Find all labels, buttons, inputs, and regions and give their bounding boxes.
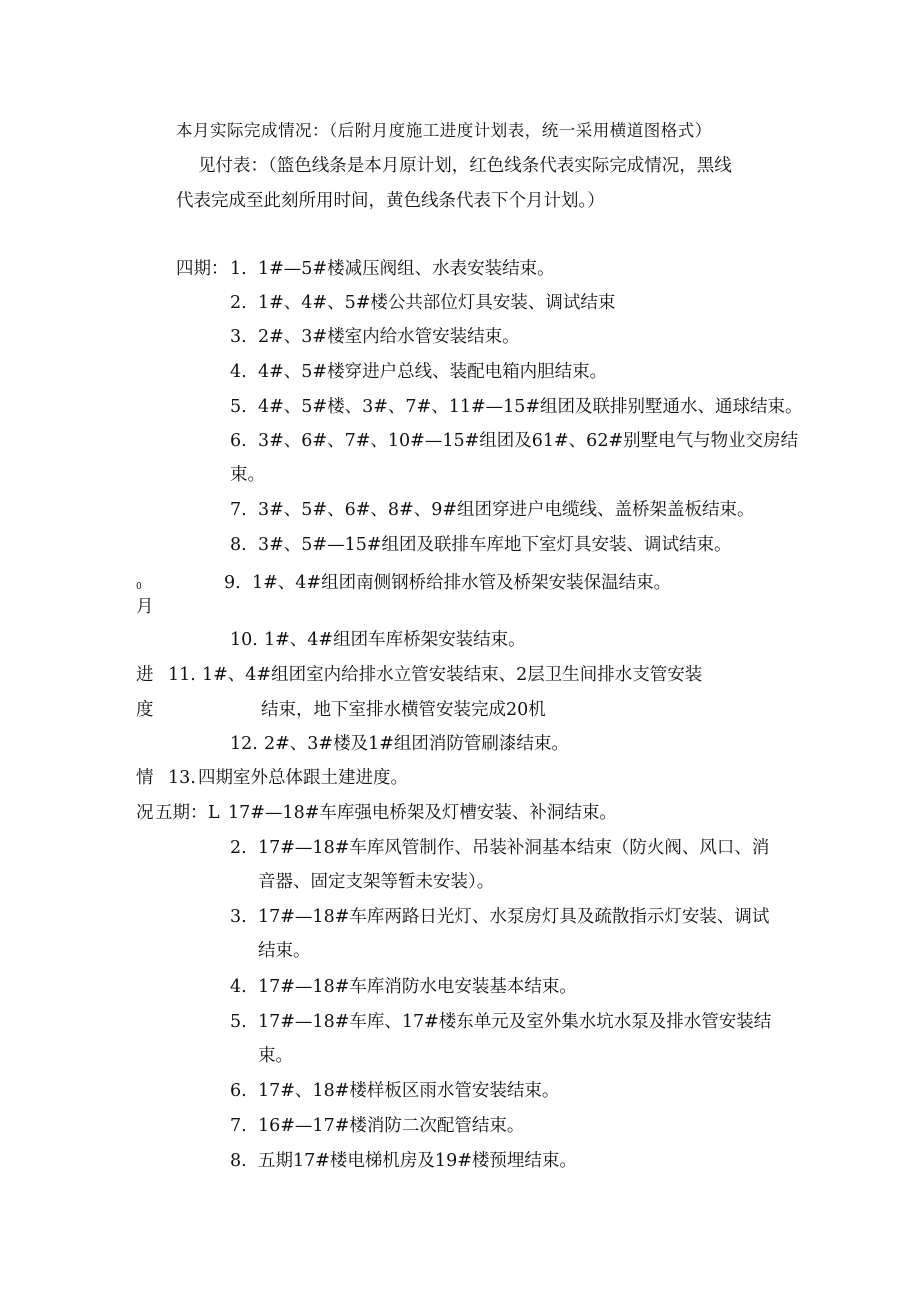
note-line-1: 见付表：（篮色线条是本月原计划，红色线条代表实际完成情况，黑线 bbox=[198, 156, 732, 176]
item-text: 四期室外总体跟土建进度。 bbox=[198, 768, 408, 788]
item-number: 13. bbox=[168, 768, 196, 788]
item-number: 11. bbox=[168, 665, 196, 685]
phase5-item-4 bbox=[230, 976, 577, 998]
item-number: 5. bbox=[230, 1012, 247, 1032]
item-text: 17#、18#楼样板区雨水管安装结束。 bbox=[258, 1081, 560, 1101]
item-text: 17#—18#车库强电桥架及灯槽安装、补洞结束。 bbox=[228, 803, 617, 823]
phase4-item-11 bbox=[168, 664, 702, 686]
item-number: 8. bbox=[230, 1151, 247, 1171]
phase4-item-1 bbox=[230, 258, 555, 280]
side-label-yue: 月 bbox=[136, 597, 154, 617]
item-number: 1. bbox=[230, 259, 247, 279]
phase5-item-5-continuation: 束。 bbox=[258, 1046, 293, 1066]
side-label-jin: 进 bbox=[136, 665, 154, 685]
phase4-item-12 bbox=[230, 733, 569, 755]
phase4-item-6-continuation: 束。 bbox=[230, 465, 265, 485]
item-text: 17#—18#车库、17#楼东单元及室外集水坑水泵及排水管安装结 bbox=[258, 1012, 772, 1032]
item-number: 3. bbox=[230, 907, 247, 927]
phase5-label: 五期： bbox=[155, 803, 208, 823]
side-label-du: 度 bbox=[136, 700, 154, 720]
item-text: 2#、3#楼室内给水管安装结束。 bbox=[258, 327, 520, 347]
phase4-item-6 bbox=[230, 430, 798, 452]
phase4-item-11-continuation: 结束，地下室排水横管安装完成20机 bbox=[261, 700, 546, 720]
item-text: 17#—18#车库两路日光灯、水泵房灯具及疏散指示灯安装、调试 bbox=[258, 907, 770, 927]
item-number: 6. bbox=[230, 1081, 247, 1101]
phase5-item-7 bbox=[230, 1115, 524, 1137]
item-text: 17#—18#车库消防水电安装基本结束。 bbox=[258, 977, 577, 997]
phase5-item-8 bbox=[230, 1150, 577, 1172]
item-number: 4. bbox=[230, 362, 247, 382]
phase5-item-3 bbox=[230, 906, 769, 928]
item-text: 4#、5#楼、3#、7#、11#—15#组团及联排别墅通水、通球结束。 bbox=[258, 397, 803, 417]
item-number: 9. bbox=[224, 573, 241, 593]
item-text: 3#、5#—15#组团及联排车库地下室灯具安装、调试结束。 bbox=[258, 535, 732, 555]
phase4-item-7 bbox=[230, 499, 754, 521]
side-label-qing: 情 bbox=[136, 768, 154, 788]
phase4-item-13 bbox=[168, 767, 408, 789]
item-text: 1#—5#楼减压阀组、水表安装结束。 bbox=[258, 259, 555, 279]
report-title-line: 本月实际完成情况：（后附月度施工进度计划表，统一采用横道图格式） bbox=[176, 121, 712, 140]
phase4-item-4 bbox=[230, 361, 607, 383]
item-text: 1#、4#组团车库桥架安装结束。 bbox=[264, 630, 526, 650]
phase5-item-5 bbox=[230, 1011, 771, 1033]
item-text: 3#、5#、6#、8#、9#组团穿进户电缆线、盖桥架盖板结束。 bbox=[258, 500, 755, 520]
item-text: 17#—18#车库风管制作、吊装补洞基本结束（防火阀、风口、消 bbox=[258, 838, 770, 858]
item-text: 16#—17#楼消防二次配管结束。 bbox=[258, 1116, 525, 1136]
item-number: L bbox=[208, 803, 220, 823]
item-number: 2. bbox=[230, 293, 247, 313]
phase4-item-8 bbox=[230, 534, 732, 556]
item-number: 7. bbox=[230, 1116, 247, 1136]
phase4-item-10 bbox=[230, 629, 526, 651]
item-text: 五期17#楼电梯机房及19#楼预埋结束。 bbox=[258, 1151, 577, 1171]
item-number: 5. bbox=[230, 397, 247, 417]
side-small-mark: 0 bbox=[136, 582, 142, 592]
side-label-kuang: 况 bbox=[136, 803, 154, 823]
note-line-2: 代表完成至此刻所用时间，黄色线条代表下个月计划。） bbox=[176, 191, 605, 211]
phase4-item-2 bbox=[230, 292, 615, 314]
item-number: 6. bbox=[230, 431, 247, 451]
item-number: 4. bbox=[230, 977, 247, 997]
phase5-item-6 bbox=[230, 1080, 559, 1102]
item-number: 10. bbox=[230, 630, 258, 650]
phase5-item-3-continuation: 结束。 bbox=[258, 941, 311, 961]
item-text: 1#、4#组团南侧钢桥给排水管及桥架安装保温结束。 bbox=[252, 573, 672, 593]
phase4-item-5 bbox=[230, 396, 803, 418]
item-text: 1#、4#组团室内给排水立管安装结束、2层卫生间排水支管安装 bbox=[202, 665, 703, 685]
item-text: 1#、4#、5#楼公共部位灯具安装、调试结束 bbox=[258, 293, 616, 313]
item-text: 2#、3#楼及1#组团消防管刷漆结束。 bbox=[264, 734, 569, 754]
phase5-item-2 bbox=[230, 837, 769, 859]
phase4-item-3 bbox=[230, 326, 520, 348]
item-number: 7. bbox=[230, 500, 247, 520]
item-number: 3. bbox=[230, 327, 247, 347]
phase5-item-2-continuation: 音器、固定支架等暂未安装）。 bbox=[258, 872, 495, 892]
item-number: 8. bbox=[230, 535, 247, 555]
phase4-label: 四期： bbox=[176, 259, 229, 279]
item-number: 2. bbox=[230, 838, 247, 858]
item-text: 4#、5#楼穿进户总线、装配电箱内胆结束。 bbox=[258, 362, 608, 382]
item-text: 3#、6#、7#、10#—15#组团及61#、62#别墅电气与物业交房结 bbox=[258, 431, 799, 451]
phase5-item-1 bbox=[208, 802, 617, 824]
item-number: 12. bbox=[230, 734, 258, 754]
phase4-item-9 bbox=[224, 572, 671, 594]
